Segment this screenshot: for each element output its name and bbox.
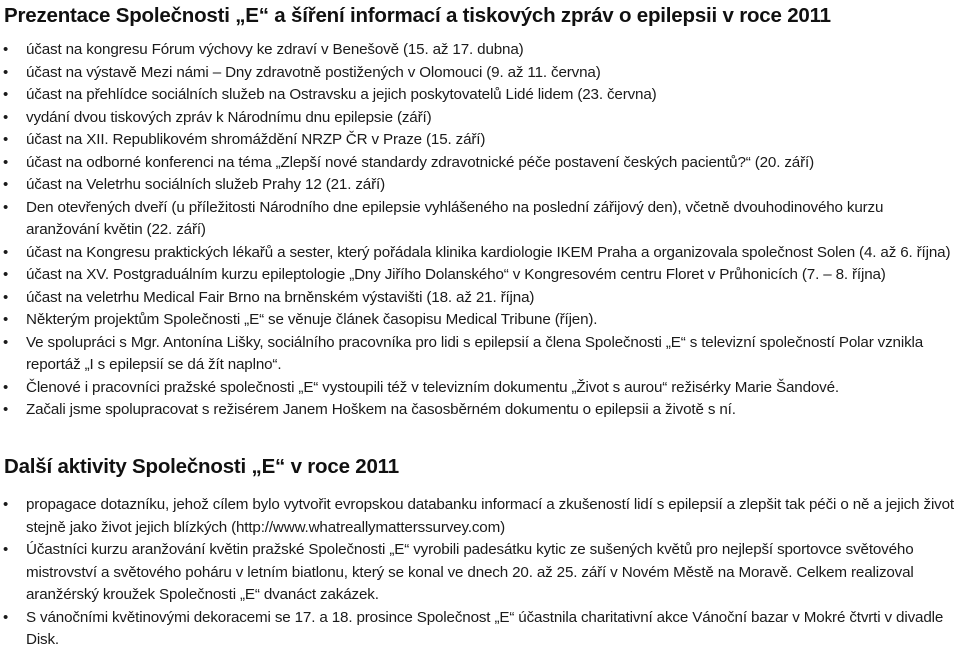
list-item: • účast na Kongresu praktických lékařů a sester, který pořádala klinika kardiologie IKEM Praha a organizovala společnost Solen (4. až 6. října) [0,242,958,265]
list-item: • účast na výstavě Mezi námi – Dny zdravotně postižených v Olomouci (9. až 11. června) [0,62,958,85]
list-item: • vydání dvou tiskových zpráv k Národnímu dnu epilepsie (září) [0,107,958,130]
list-item: • Účastníci kurzu aranžování květin pražské Společnosti „E“ vyrobili padesátku kytic ze sušených květů pro nejlepší sportovce světového mistrovství a světového poháru v letním biatlonu, který se konal ve dnech 20. až 25. září v Novém Městě na Moravě. Celkem realizoval aranžérský kroužek Společnosti „E“ dvanáct zakázek. [0,539,958,607]
other-activities-list [0,494,958,652]
list-item: • účast na XII. Republikovém shromáždění NRZP ČR v Praze (15. září) [0,129,958,152]
list-item: • Den otevřených dveří (u příležitosti Národního dne epilepsie vyhlášeného na poslední zářijový den), včetně dvouhodinového kurzu aranžování květin (22. září) [0,197,958,242]
list-item: • Některým projektům Společnosti „E“ se věnuje článek časopisu Medical Tribune (říjen). [0,309,958,332]
list-item: • účast na Veletrhu sociálních služeb Prahy 12 (21. září) [0,174,958,197]
list-item: • účast na kongresu Fórum výchovy ke zdraví v Benešově (15. až 17. dubna) [0,39,958,62]
list-item: • Členové i pracovníci pražské společnosti „E“ vystoupili též v televizním dokumentu „Život s aurou“ režisérky Marie Šandové. [0,377,958,400]
section-title-other-activities: Další aktivity Společnosti „E“ v roce 2011 [4,455,399,478]
list-item: • účast na odborné konferenci na téma „Zlepší nové standardy zdravotnické péče postavení českých pacientů?“ (20. září) [0,152,958,175]
list-item: • Začali jsme spolupracovat s režisérem Janem Hoškem na časosběrném dokumentu o epilepsii a životě s ní. [0,399,958,422]
list-item: • účast na přehlídce sociálních služeb na Ostravsku a jejich poskytovatelů Lidé lidem (23. června) [0,84,958,107]
list-item: • propagace dotazníku, jehož cílem bylo vytvořit evropskou databanku informací a zkušeností lidí s epilepsií a zlepšit tak péči o ně a jejich život stejně jako život jejich blízkých (http://www.whatreallymatterssurvey.com) [0,494,958,539]
presentation-list [0,39,958,422]
list-item: • účast na XV. Postgraduálním kurzu epileptologie „Dny Jiřího Dolanského“ v Kongresovém centru Floret v Průhonicích (7. – 8. října) [0,264,958,287]
list-item: • účast na veletrhu Medical Fair Brno na brněnském výstavišti (18. až 21. října) [0,287,958,310]
section-title-presentation: Prezentace Společnosti „E“ a šíření informací a tiskových zpráv o epilepsii v roce 2011 [4,4,831,27]
list-item: • S vánočními květinovými dekoracemi se 17. a 18. prosince Společnost „E“ účastnila charitativní akce Vánoční bazar v Mokré čtvrti v divadle Disk. [0,607,958,652]
list-item: • Ve spolupráci s Mgr. Antonína Lišky, sociálního pracovníka pro lidi s epilepsií a člena Společnosti „E“ s televizní společností Polar vznikla reportáž „I s epilepsií se dá žít naplno“. [0,332,958,377]
